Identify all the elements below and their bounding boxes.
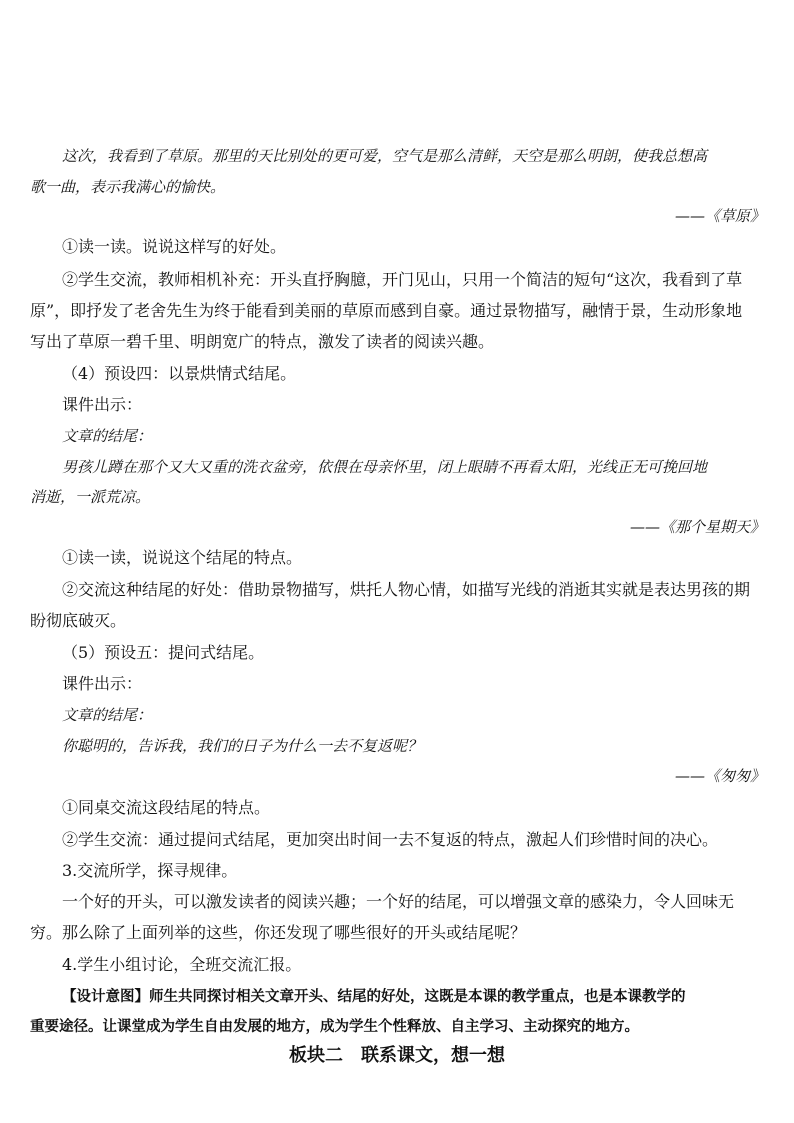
preset4-exchange-line2: 盼彻底破灭。 <box>30 611 127 630</box>
step3-line1: 一个好的开头，可以激发读者的阅读兴趣；一个好的结尾，可以增强文章的感染力，令人回味无 <box>62 892 735 911</box>
grassland-exchange-line3: 写出了草原一碧千里、明朗宽广的特点，激发了读者的阅读兴趣。 <box>30 332 495 351</box>
preset4-title: （4）预设四：以景烘情式结尾。 <box>62 364 297 383</box>
step4-title: 4.学生小组讨论，全班交流汇报。 <box>62 955 302 974</box>
preset5-title: （5）预设五：提问式结尾。 <box>62 643 265 662</box>
preset5-excerpt: 你聪明的，告诉我，我们的日子为什么一去不复返呢？ <box>62 737 423 755</box>
preset5-source: ——《匆匆》 <box>674 767 765 785</box>
grassland-exchange-line1: ②学生交流，教师相机补充：开头直抒胸臆，开门见山，只用一个简洁的短句“这次，我看到了草 <box>62 270 743 289</box>
preset5-courseware: 课件出示： <box>62 674 143 693</box>
preset4-source: ——《那个星期天》 <box>629 518 765 536</box>
design-intent-line1 <box>30 982 765 1011</box>
grassland-exchange-line2: 原”，即抒发了老舍先生为终于能看到美丽的草原而感到自豪。通过景物描写，融情于景，生动形象地 <box>30 301 743 320</box>
preset4-label: 文章的结尾： <box>62 427 153 445</box>
excerpt-grassland-line2: 歌一曲，表示我满心的愉快。 <box>30 178 226 196</box>
preset4-excerpt-line1: 男孩儿蹲在那个又大又重的洗衣盆旁，依偎在母亲怀里，闭上眼睛不再看太阳，光线正无可挽回地 <box>62 458 708 476</box>
grassland-read-task: ①读一读。说说这样写的好处。 <box>62 237 287 256</box>
section-heading: 板块二 联系课文，想一想 <box>289 1045 505 1066</box>
preset5-exchange: ②学生交流：通过提问式结尾，更加突出时间一去不复返的特点，激起人们珍惜时间的决心。 <box>62 830 719 849</box>
preset4-exchange-line1: ②交流这种结尾的好处：借助景物描写，烘托人物心情，如描写光线的消逝其实就是表达男孩的期 <box>62 580 751 599</box>
preset5-desk-task: ①同桌交流这段结尾的特点。 <box>62 798 271 817</box>
step3-title: 3.交流所学，探寻规律。 <box>62 861 238 880</box>
design-intent-tag: 【设计意图】 <box>62 988 149 1005</box>
preset4-read-task: ①读一读，说说这个结尾的特点。 <box>62 548 303 567</box>
design-intent-line2: 重要途径。让课堂成为学生自由发展的地方，成为学生个性释放、自主学习、主动探究的地方。 <box>30 1018 639 1035</box>
preset5-label: 文章的结尾： <box>62 706 153 724</box>
step3-line2: 穷。那么除了上面列举的这些，你还发现了哪些很好的开头或结尾呢？ <box>30 923 527 942</box>
preset4-courseware: 课件出示： <box>62 395 143 414</box>
design-intent-line1-text: 师生共同探讨相关文章开头、结尾的好处，这既是本课的教学重点，也是本课教学的 <box>149 988 686 1005</box>
excerpt-grassland-source: ——《草原》 <box>674 207 765 225</box>
preset4-excerpt-line2: 消逝，一派荒凉。 <box>30 488 151 506</box>
excerpt-grassland-line1: 这次，我看到了草原。那里的天比别处的更可爱，空气是那么清鲜，天空是那么明朗，使我总想高 <box>62 147 708 165</box>
